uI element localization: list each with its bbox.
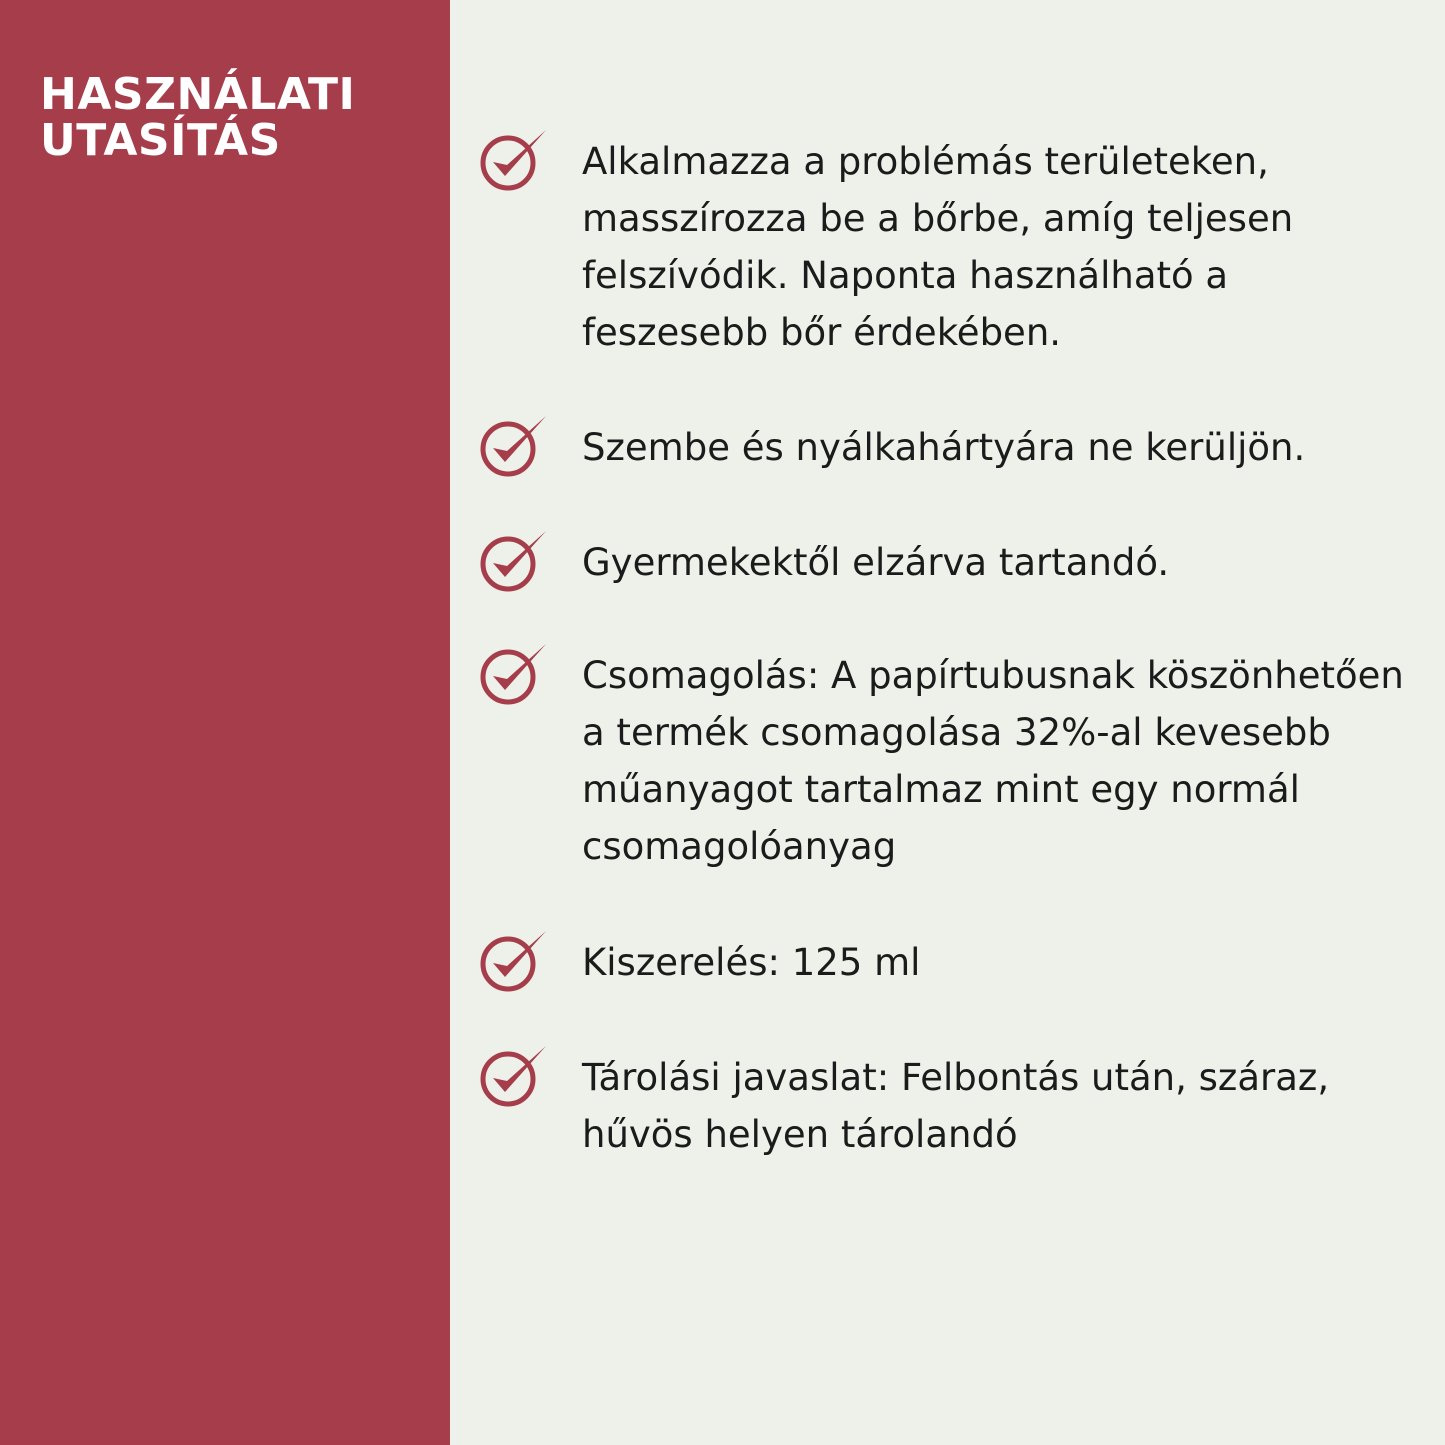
check-circle-icon [478, 641, 552, 707]
list-item-text: Szembe és nyálkahártyára ne kerüljön. [582, 426, 1306, 469]
list-item-text: Alkalmazza a problémás területeken, masszírozza be a bőrbe, amíg teljesen felszívódik. Naponta használható a feszesebb bőr érdekében. [582, 140, 1294, 354]
list-item-text: Tárolási javaslat: Felbontás után, száraz, hűvös helyen tárolandó [582, 1056, 1330, 1156]
list-item-text: Gyermekektől elzárva tartandó. [582, 541, 1170, 584]
list-item-text: Csomagolás: A papírtubusnak köszönhetően a termék csomagolása 32%-al kevesebb műanyagot tartalmaz mint egy normál csomagolóanyag [582, 654, 1404, 868]
title-line-1: HASZNÁLATI [40, 69, 356, 120]
check-circle-icon [478, 528, 552, 594]
title-line-2: UTASÍTÁS [40, 115, 281, 166]
check-circle-icon [478, 928, 552, 994]
list-item-text: Kiszerelés: 125 ml [582, 941, 921, 984]
check-circle-icon [478, 413, 552, 479]
instructions-list [450, 0, 1445, 1445]
page-title [40, 69, 440, 166]
check-circle-icon [478, 1043, 552, 1109]
check-circle-icon [478, 127, 552, 193]
sidebar-panel [0, 0, 450, 1445]
